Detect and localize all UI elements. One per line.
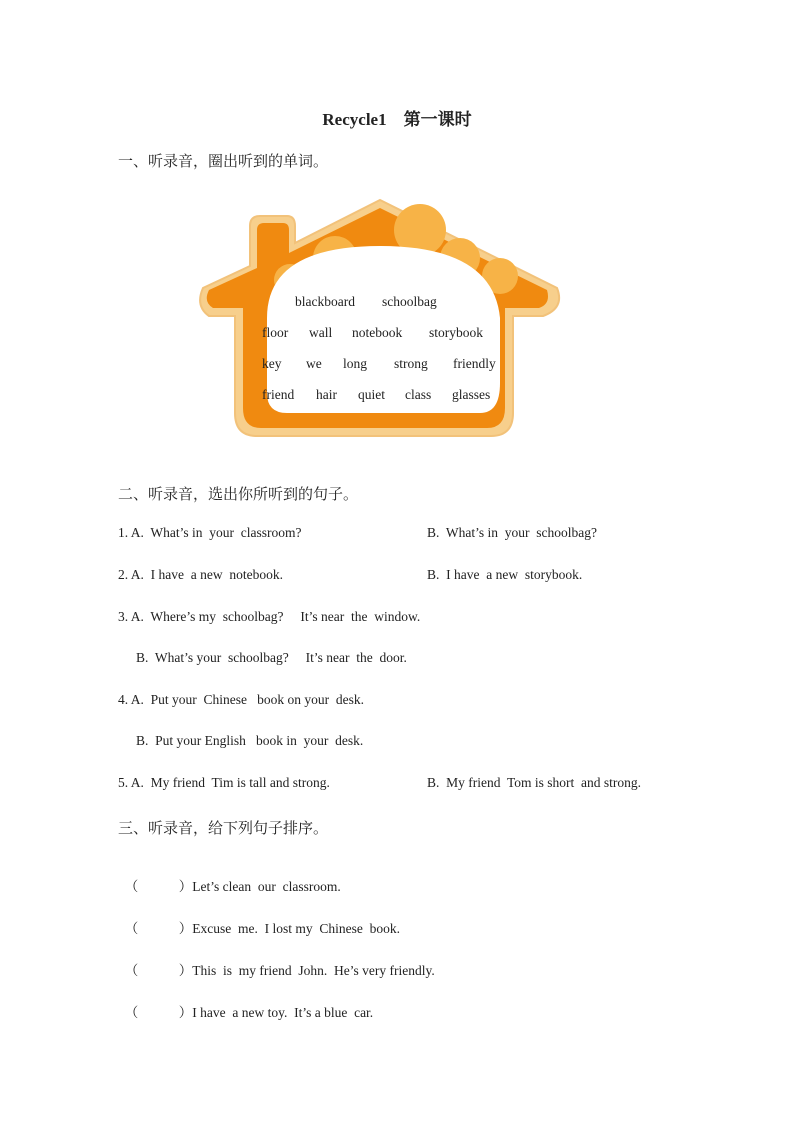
q5-option-a: 5. A. My friend Tim is tall and strong. (118, 775, 330, 790)
q2-option-a: 2. A. I have a new notebook. (118, 567, 283, 582)
order-sentence: I have a new toy. It’s a blue car. (192, 1005, 374, 1020)
q3-option-a: 3. A. Where’s my schoolbag? It’s near the window. (118, 609, 421, 624)
q4-option-b: B. Put your English book in your desk. (136, 733, 364, 748)
word-floor: floor (262, 325, 289, 340)
word-key: key (262, 356, 282, 371)
section-3-heading: 三、听录音，给下列句子排序。 (118, 821, 329, 837)
order-sentence: Excuse me. I lost my Chinese book. (192, 921, 400, 936)
q3-option-b: B. What’s your schoolbag? It’s near the door. (136, 650, 407, 665)
order-blank[interactable]: （ ） (124, 879, 193, 894)
q1-option-b: B. What’s in your schoolbag? (427, 525, 597, 540)
order-sentence: This is my friend John. He’s very friendly. (192, 963, 435, 978)
word-friendly: friendly (453, 356, 496, 371)
page-title: Recycle1 第一课时 (322, 110, 472, 129)
q2-option-b: B. I have a new storybook. (427, 567, 583, 582)
house-word-box (195, 198, 565, 438)
word-quiet: quiet (358, 387, 385, 402)
word-strong: strong (394, 356, 428, 371)
word-schoolbag: schoolbag (382, 294, 437, 309)
word-hair: hair (316, 387, 337, 402)
order-sentence: Let’s clean our classroom. (192, 879, 341, 894)
q4-option-a: 4. A. Put your Chinese book on your desk. (118, 692, 364, 707)
order-blank[interactable]: （ ） (124, 963, 193, 978)
word-glasses: glasses (452, 387, 491, 402)
q1-option-a: 1. A. What’s in your classroom? (118, 525, 302, 540)
order-item (118, 985, 373, 1021)
order-item (118, 943, 435, 979)
word-blackboard: blackboard (295, 294, 355, 309)
word-storybook: storybook (429, 325, 483, 340)
section-2-heading: 二、听录音，选出你所听到的句子。 (118, 487, 359, 503)
order-item (118, 859, 341, 895)
order-item (118, 901, 400, 937)
word-friend: friend (262, 387, 295, 402)
section-1-heading: 一、听录音，圈出听到的单词。 (118, 154, 329, 170)
order-blank[interactable]: （ ） (124, 921, 193, 936)
word-notebook: notebook (352, 325, 403, 340)
q5-option-b: B. My friend Tom is short and strong. (427, 775, 642, 790)
word-wall: wall (309, 325, 333, 340)
word-we: we (306, 356, 322, 371)
word-long: long (343, 356, 368, 371)
order-blank[interactable]: （ ） (124, 1005, 193, 1020)
word-class: class (405, 387, 432, 402)
